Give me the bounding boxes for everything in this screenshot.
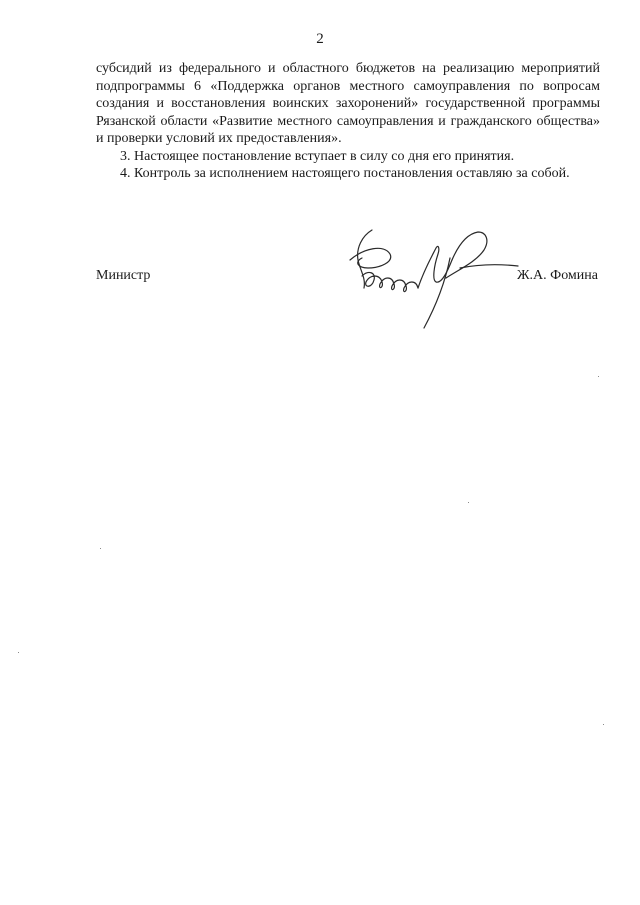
page-number: 2	[316, 31, 324, 47]
scan-speck	[18, 652, 19, 653]
paragraph-continuation: субсидий из федерального и областного бюджетов на реализацию мероприятий подпрограммы 6 «Поддержка органов местного самоуправления по вопросам создания и восстановления воинских захоронений» государственной программы Рязанской области «Развитие местного самоуправления и гражданского общества» и проверки условий их предоставления».	[96, 61, 600, 146]
document-body	[96, 60, 600, 183]
signatory-title: Министр	[96, 268, 151, 283]
handwritten-signature	[340, 226, 520, 330]
scan-speck	[468, 502, 469, 503]
paragraph-control: 4. Контроль за исполнением настоящего постановления оставляю за собой.	[120, 166, 570, 181]
scan-speck	[100, 548, 101, 549]
signatory-name: Ж.А. Фомина	[516, 268, 598, 283]
scan-speck	[598, 376, 599, 377]
paragraph-effective-date: 3. Настоящее постановление вступает в силу со дня его принятия.	[120, 148, 515, 164]
scan-speck	[603, 724, 604, 725]
